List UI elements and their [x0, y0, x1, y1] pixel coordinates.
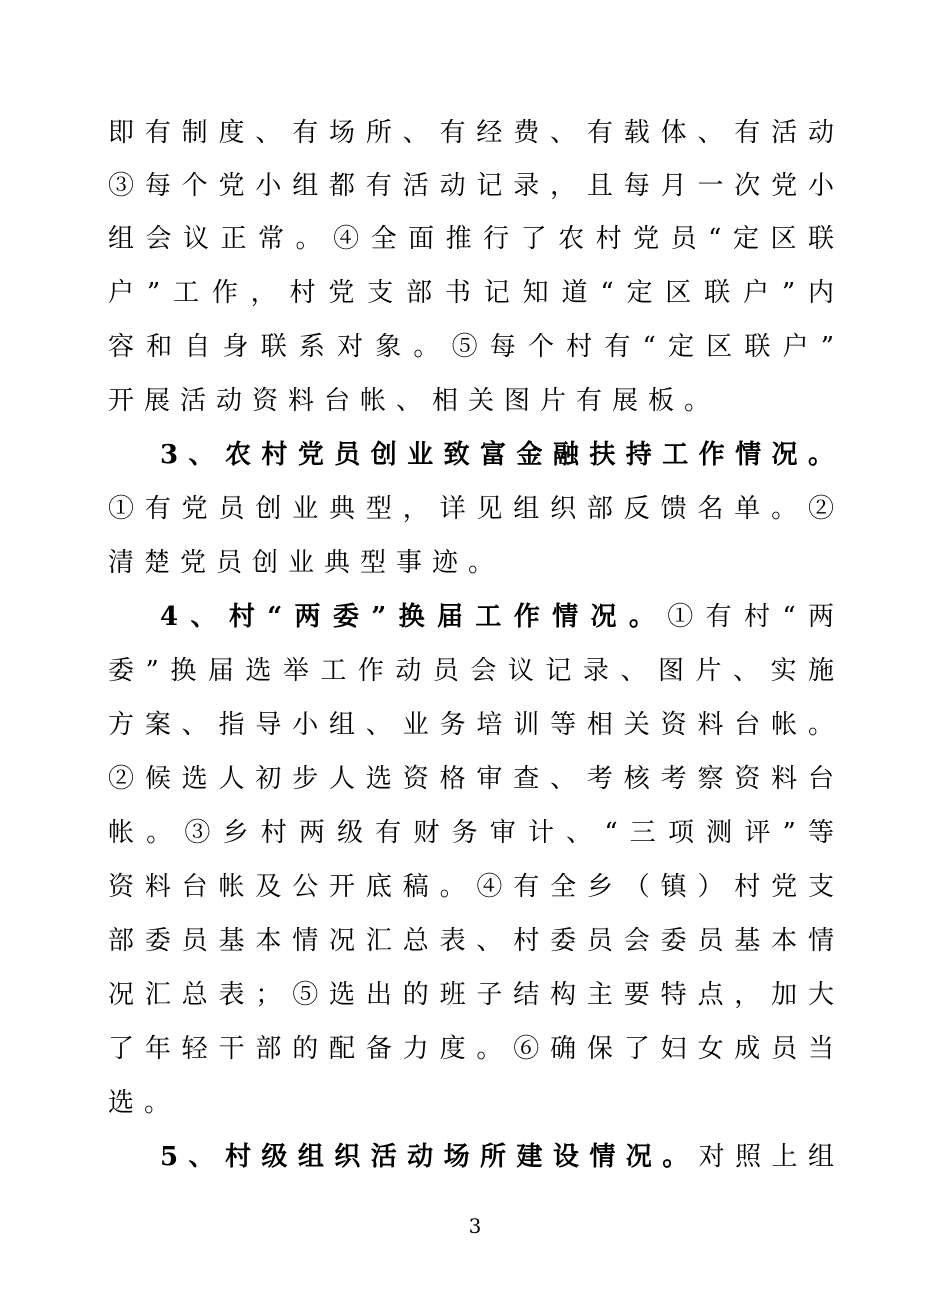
text-line-11: 委”换届选举工作动员会议记录、图片、实施 — [108, 656, 834, 686]
section-4-heading: 4、村“两委”换届工作情况。①有村“两 — [160, 602, 834, 632]
text-line-12: 方案、指导小组、业务培训等相关资料台帐。 — [108, 710, 834, 740]
text-line-16: 部委员基本情况汇总表、村委员会委员基本情 — [108, 926, 834, 956]
section-5-heading: 5、村级组织活动场所建设情况。对照上组 — [160, 1142, 834, 1172]
text-line-18: 了年轻干部的配备力度。⑥确保了妇女成员当 — [108, 1034, 834, 1064]
text-line-1: 即有制度、有场所、有经费、有载体、有活动 — [108, 118, 834, 148]
text-line-5: 容和自身联系对象。⑤每个村有“定区联户” — [108, 332, 834, 362]
section-3-heading — [160, 429, 834, 482]
page-number: 3 — [468, 1214, 482, 1238]
text-line-4: 户”工作，村党支部书记知道“定区联户”内 — [108, 278, 834, 308]
text-line-3: 组会议正常。④全面推行了农村党员“定区联 — [108, 224, 834, 254]
text-line-2: ③每个党小组都有活动记录，且每月一次党小 — [108, 171, 834, 201]
text-line-9: 清楚党员创业典型事迹。 — [108, 548, 505, 578]
section-heading: 5、村级组织活动场所建设情况。 — [160, 1142, 699, 1172]
text-line-6: 开展活动资料台帐、相关图片有展板。 — [108, 386, 721, 416]
section-heading: 3、农村党员创业致富金融扶持工作情况。 — [160, 440, 834, 470]
text-line-15: 资料台帐及公开底稿。④有全乡（镇）村党支 — [108, 872, 834, 902]
text-line-14: 帐。③乡村两级有财务审计、“三项测评”等 — [108, 818, 834, 848]
text-line-19: 选。 — [108, 1088, 181, 1118]
text-line-17: 况汇总表；⑤选出的班子结构主要特点，加大 — [108, 980, 834, 1010]
text-line-13: ②候选人初步人选资格审查、考核考察资料台 — [108, 764, 834, 794]
text-line-8: ①有党员创业典型，详见组织部反馈名单。② — [108, 494, 834, 524]
section-heading: 4、村“两委”换届工作情况。 — [160, 602, 668, 632]
